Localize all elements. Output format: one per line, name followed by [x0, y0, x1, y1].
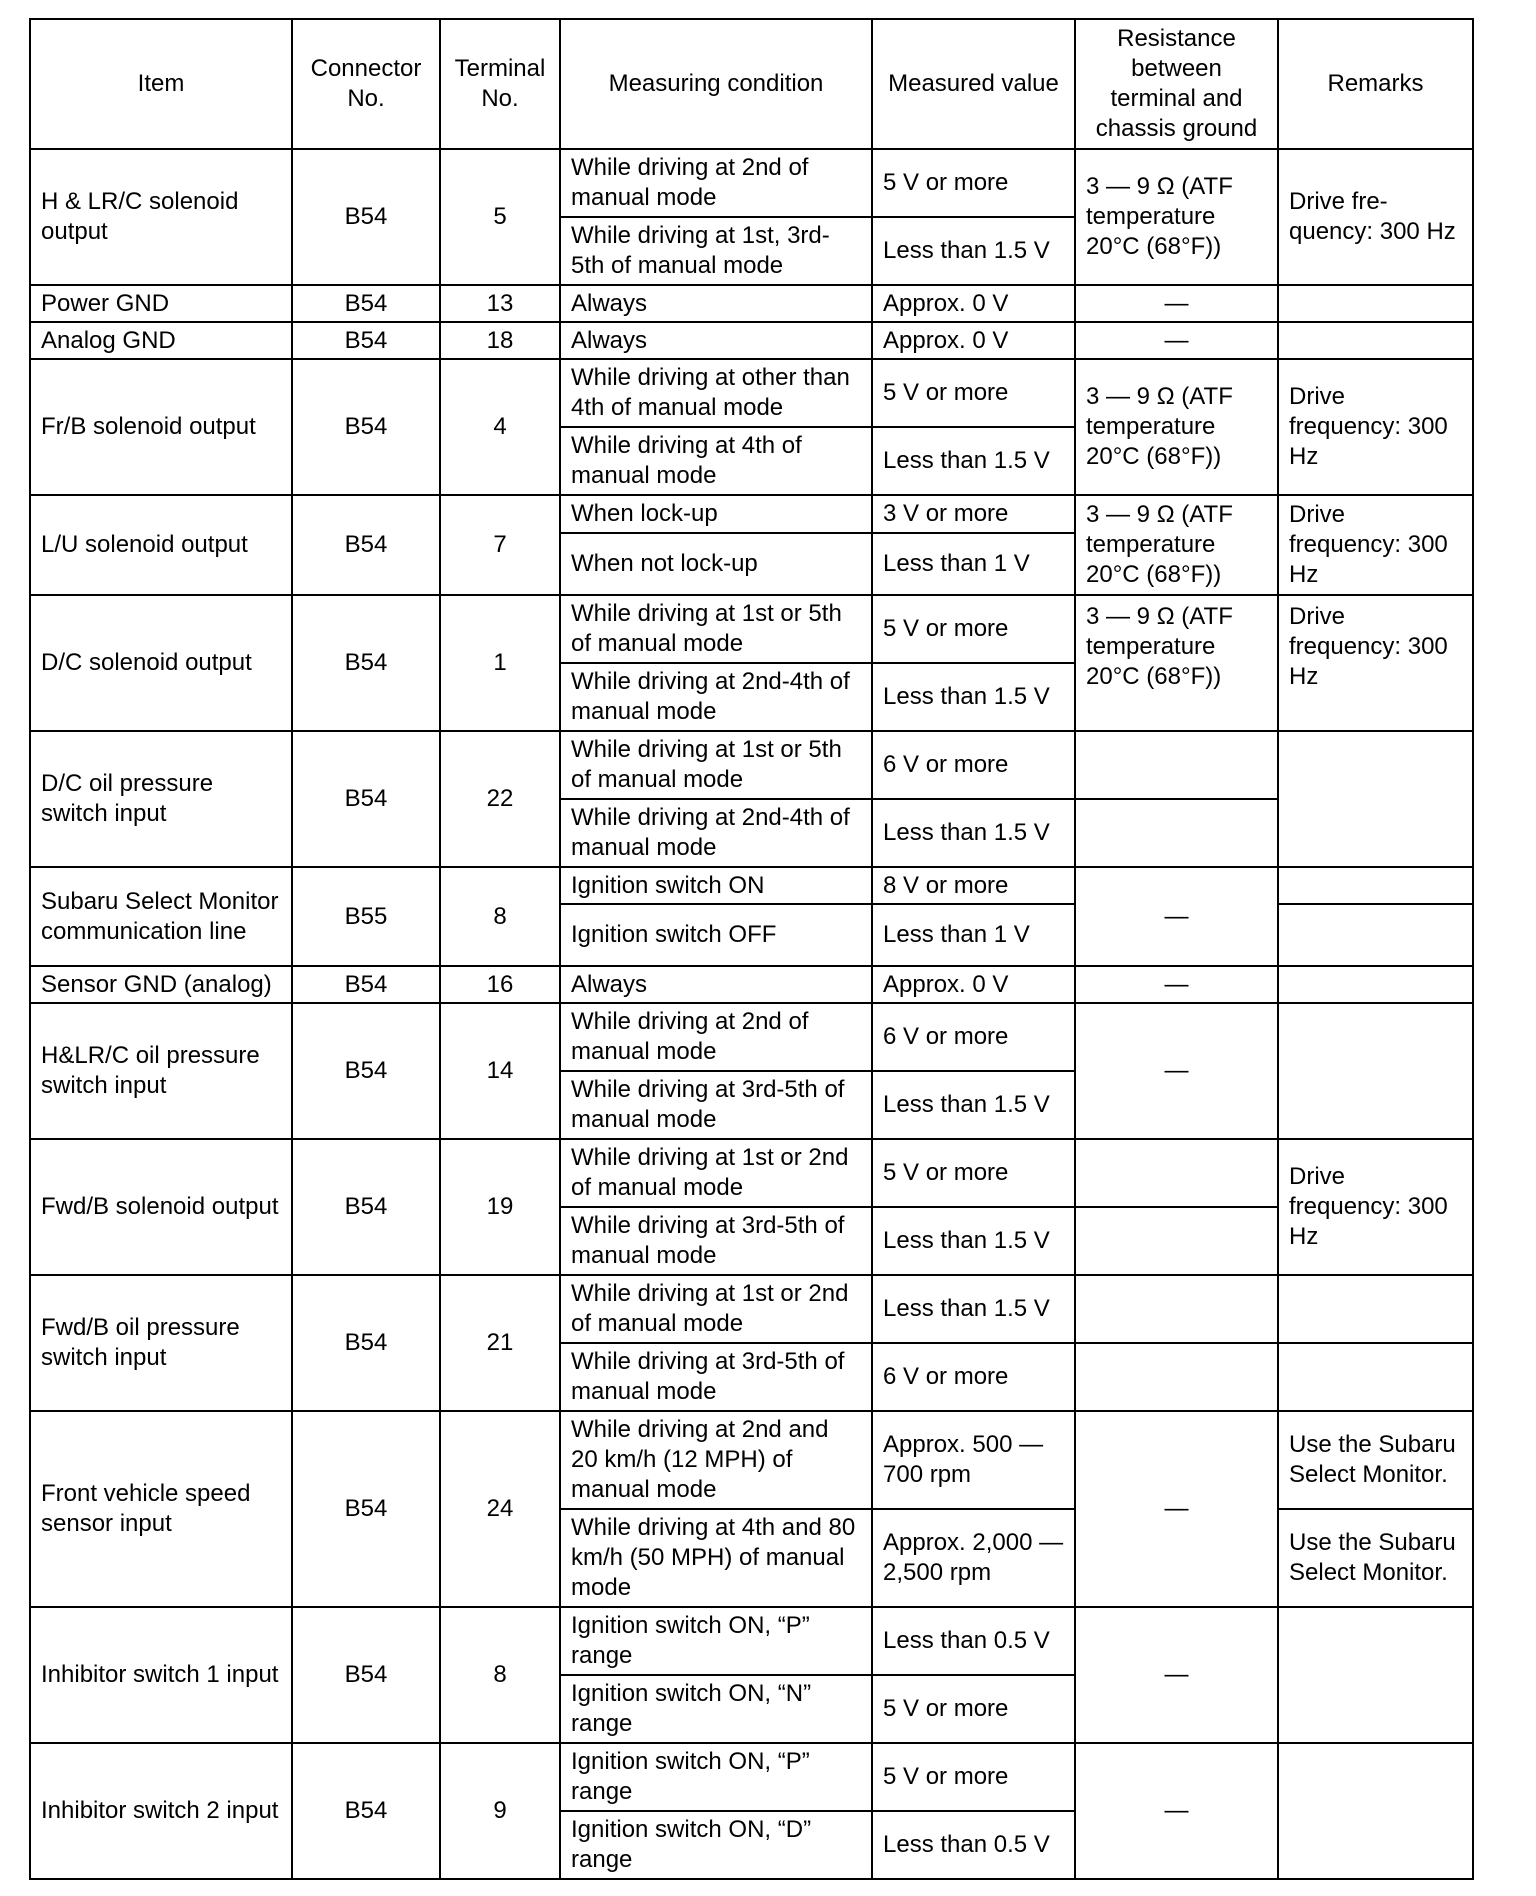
- condition-cell: While driving at 4th of manual mode: [560, 427, 872, 495]
- value-cell: Approx. 500 — 700 rpm: [872, 1411, 1075, 1509]
- resistance-cell: —: [1075, 1411, 1278, 1607]
- connector-cell: B54: [292, 966, 440, 1003]
- value-cell: 3 V or more: [872, 495, 1075, 533]
- terminal-cell: 24: [440, 1411, 560, 1607]
- table-row: [30, 285, 1473, 322]
- value-cell: Less than 1 V: [872, 904, 1075, 966]
- condition-cell: While driving at 2nd-4th of manual mode: [560, 799, 872, 867]
- value-cell: Approx. 0 V: [872, 285, 1075, 322]
- table-row: [30, 322, 1473, 359]
- remarks-cell: [1278, 1275, 1473, 1343]
- table-row: [30, 595, 1473, 663]
- table-row: [30, 731, 1473, 799]
- value-cell: 6 V or more: [872, 1343, 1075, 1411]
- item-cell: Inhibitor switch 2 input: [30, 1743, 292, 1879]
- value-cell: 5 V or more: [872, 595, 1075, 663]
- condition-cell: While driving at 2nd-4th of manual mode: [560, 663, 872, 731]
- condition-cell: Ignition switch ON, “N” range: [560, 1675, 872, 1743]
- terminal-cell: 21: [440, 1275, 560, 1411]
- value-cell: Less than 1 V: [872, 533, 1075, 595]
- item-cell: Inhibitor switch 1 input: [30, 1607, 292, 1743]
- value-cell: Less than 1.5 V: [872, 1207, 1075, 1275]
- table-row: [30, 1003, 1473, 1071]
- table-row: [30, 966, 1473, 1003]
- remarks-cell: [1278, 1607, 1473, 1743]
- header-condition: Measuring condition: [560, 19, 872, 149]
- table-row: [30, 1139, 1473, 1207]
- condition-cell: While driving at 3rd-5th of manual mode: [560, 1207, 872, 1275]
- header-value: Measured value: [872, 19, 1075, 149]
- item-cell: Fwd/B oil pressure switch input: [30, 1275, 292, 1411]
- item-cell: H&LR/C oil pressure switch input: [30, 1003, 292, 1139]
- terminal-cell: 19: [440, 1139, 560, 1275]
- value-cell: Less than 1.5 V: [872, 663, 1075, 731]
- condition-cell: Ignition switch ON, “D” range: [560, 1811, 872, 1879]
- condition-cell: While driving at 3rd-5th of manual mode: [560, 1071, 872, 1139]
- value-cell: Less than 1.5 V: [872, 427, 1075, 495]
- condition-cell: While driving at 4th and 80 km/h (50 MPH) of manual mode: [560, 1509, 872, 1607]
- condition-cell: While driving at 2nd and 20 km/h (12 MPH) of manual mode: [560, 1411, 872, 1509]
- terminal-cell: 7: [440, 495, 560, 595]
- header-connector: Connector No.: [292, 19, 440, 149]
- connector-cell: B54: [292, 1411, 440, 1607]
- table-row: [30, 1607, 1473, 1675]
- remarks-cell: Drive frequency: 300 Hz: [1278, 359, 1473, 495]
- value-cell: 6 V or more: [872, 1003, 1075, 1071]
- value-cell: Approx. 0 V: [872, 966, 1075, 1003]
- value-cell: Less than 1.5 V: [872, 1071, 1075, 1139]
- header-terminal: Terminal No.: [440, 19, 560, 149]
- value-cell: Less than 0.5 V: [872, 1811, 1075, 1879]
- connector-cell: B54: [292, 595, 440, 731]
- value-cell: 5 V or more: [872, 359, 1075, 427]
- condition-cell: While driving at 1st, 3rd-5th of manual mode: [560, 217, 872, 285]
- table-row: [30, 359, 1473, 427]
- resistance-cell: [1075, 1343, 1278, 1411]
- value-cell: Approx. 0 V: [872, 322, 1075, 359]
- terminal-cell: 4: [440, 359, 560, 495]
- condition-cell: Ignition switch ON: [560, 867, 872, 904]
- table-row: [30, 1411, 1473, 1509]
- remarks-cell: Use the Subaru Select Monitor.: [1278, 1509, 1473, 1607]
- connector-cell: B54: [292, 1139, 440, 1275]
- remarks-cell: [1278, 322, 1473, 359]
- item-cell: Sensor GND (analog): [30, 966, 292, 1003]
- terminal-spec-table: [29, 18, 1474, 1880]
- resistance-cell: 3 — 9 Ω (ATF temperature 20°C (68°F)): [1075, 149, 1278, 285]
- condition-cell: Ignition switch OFF: [560, 904, 872, 966]
- terminal-cell: 18: [440, 322, 560, 359]
- resistance-cell: —: [1075, 867, 1278, 966]
- value-cell: 5 V or more: [872, 1743, 1075, 1811]
- resistance-cell: [1075, 1207, 1278, 1275]
- connector-cell: B54: [292, 1275, 440, 1411]
- remarks-cell: [1278, 1003, 1473, 1139]
- resistance-cell: —: [1075, 1003, 1278, 1139]
- resistance-cell: —: [1075, 322, 1278, 359]
- resistance-cell: 3 — 9 Ω (ATF temperature 20°C (68°F)): [1075, 359, 1278, 495]
- item-cell: Fr/B solenoid output: [30, 359, 292, 495]
- condition-cell: While driving at 1st or 2nd of manual mode: [560, 1139, 872, 1207]
- resistance-cell: [1075, 1139, 1278, 1207]
- condition-cell: While driving at 3rd-5th of manual mode: [560, 1343, 872, 1411]
- terminal-cell: 9: [440, 1743, 560, 1879]
- item-cell: Analog GND: [30, 322, 292, 359]
- table-row: [30, 149, 1473, 217]
- item-cell: D/C oil pressure switch input: [30, 731, 292, 867]
- condition-cell: While driving at 2nd of manual mode: [560, 149, 872, 217]
- table-row: [30, 867, 1473, 904]
- condition-cell: Always: [560, 322, 872, 359]
- terminal-cell: 8: [440, 867, 560, 966]
- header-row: [30, 19, 1473, 149]
- header-item: Item: [30, 19, 292, 149]
- terminal-cell: 13: [440, 285, 560, 322]
- resistance-cell: 3 — 9 Ω (ATF temperature 20°C (68°F)): [1075, 495, 1278, 595]
- table-row: [30, 1743, 1473, 1811]
- connector-cell: B54: [292, 359, 440, 495]
- value-cell: 5 V or more: [872, 149, 1075, 217]
- condition-cell: While driving at 1st or 2nd of manual mode: [560, 1275, 872, 1343]
- resistance-cell: [1075, 1275, 1278, 1343]
- value-cell: Approx. 2,000 — 2,500 rpm: [872, 1509, 1075, 1607]
- terminal-cell: 16: [440, 966, 560, 1003]
- connector-cell: B54: [292, 149, 440, 285]
- terminal-cell: 1: [440, 595, 560, 731]
- value-cell: 6 V or more: [872, 731, 1075, 799]
- table-row: [30, 1275, 1473, 1343]
- condition-cell: Ignition switch ON, “P” range: [560, 1607, 872, 1675]
- remarks-cell: Drive frequency: 300 Hz: [1278, 595, 1473, 731]
- remarks-cell: [1278, 731, 1473, 867]
- remarks-cell: [1278, 285, 1473, 322]
- condition-cell: While driving at 2nd of manual mode: [560, 1003, 872, 1071]
- connector-cell: B54: [292, 1743, 440, 1879]
- item-cell: Power GND: [30, 285, 292, 322]
- remarks-cell: Drive frequency: 300 Hz: [1278, 1139, 1473, 1275]
- terminal-cell: 8: [440, 1607, 560, 1743]
- connector-cell: B54: [292, 1003, 440, 1139]
- connector-cell: B54: [292, 495, 440, 595]
- item-cell: L/U solenoid output: [30, 495, 292, 595]
- connector-cell: B54: [292, 322, 440, 359]
- item-cell: Fwd/B solenoid output: [30, 1139, 292, 1275]
- connector-cell: B54: [292, 1607, 440, 1743]
- remarks-cell: [1278, 966, 1473, 1003]
- connector-cell: B54: [292, 731, 440, 867]
- condition-cell: While driving at 1st or 5th of manual mode: [560, 595, 872, 663]
- condition-cell: When lock-up: [560, 495, 872, 533]
- resistance-cell: —: [1075, 1607, 1278, 1743]
- header-resistance: Resistance between terminal and chassis ground: [1075, 19, 1278, 149]
- connector-cell: B54: [292, 285, 440, 322]
- resistance-cell: 3 — 9 Ω (ATF temperature 20°C (68°F)): [1075, 595, 1278, 731]
- value-cell: 5 V or more: [872, 1675, 1075, 1743]
- value-cell: 5 V or more: [872, 1139, 1075, 1207]
- condition-cell: Always: [560, 966, 872, 1003]
- terminal-cell: 22: [440, 731, 560, 867]
- connector-cell: B55: [292, 867, 440, 966]
- item-cell: D/C solenoid output: [30, 595, 292, 731]
- remarks-cell: Drive fre-quency: 300 Hz: [1278, 149, 1473, 285]
- condition-cell: Always: [560, 285, 872, 322]
- item-cell: H & LR/C solenoid output: [30, 149, 292, 285]
- value-cell: Less than 1.5 V: [872, 217, 1075, 285]
- terminal-cell: 5: [440, 149, 560, 285]
- remarks-cell: Use the Subaru Select Monitor.: [1278, 1411, 1473, 1509]
- resistance-cell: —: [1075, 1743, 1278, 1879]
- value-cell: Less than 1.5 V: [872, 1275, 1075, 1343]
- table-row: [30, 495, 1473, 533]
- condition-cell: Ignition switch ON, “P” range: [560, 1743, 872, 1811]
- resistance-cell: [1075, 731, 1278, 799]
- remarks-cell: [1278, 867, 1473, 904]
- remarks-cell: [1278, 1343, 1473, 1411]
- condition-cell: When not lock-up: [560, 533, 872, 595]
- value-cell: Less than 1.5 V: [872, 799, 1075, 867]
- header-remarks: Remarks: [1278, 19, 1473, 149]
- remarks-cell: [1278, 904, 1473, 966]
- item-cell: Front vehicle speed sensor input: [30, 1411, 292, 1607]
- value-cell: 8 V or more: [872, 867, 1075, 904]
- value-cell: Less than 0.5 V: [872, 1607, 1075, 1675]
- terminal-cell: 14: [440, 1003, 560, 1139]
- condition-cell: While driving at 1st or 5th of manual mode: [560, 731, 872, 799]
- condition-cell: While driving at other than 4th of manual mode: [560, 359, 872, 427]
- item-cell: Subaru Select Monitor communication line: [30, 867, 292, 966]
- resistance-cell: —: [1075, 285, 1278, 322]
- remarks-cell: [1278, 1743, 1473, 1879]
- remarks-cell: Drive frequency: 300 Hz: [1278, 495, 1473, 595]
- resistance-cell: [1075, 799, 1278, 867]
- resistance-cell: —: [1075, 966, 1278, 1003]
